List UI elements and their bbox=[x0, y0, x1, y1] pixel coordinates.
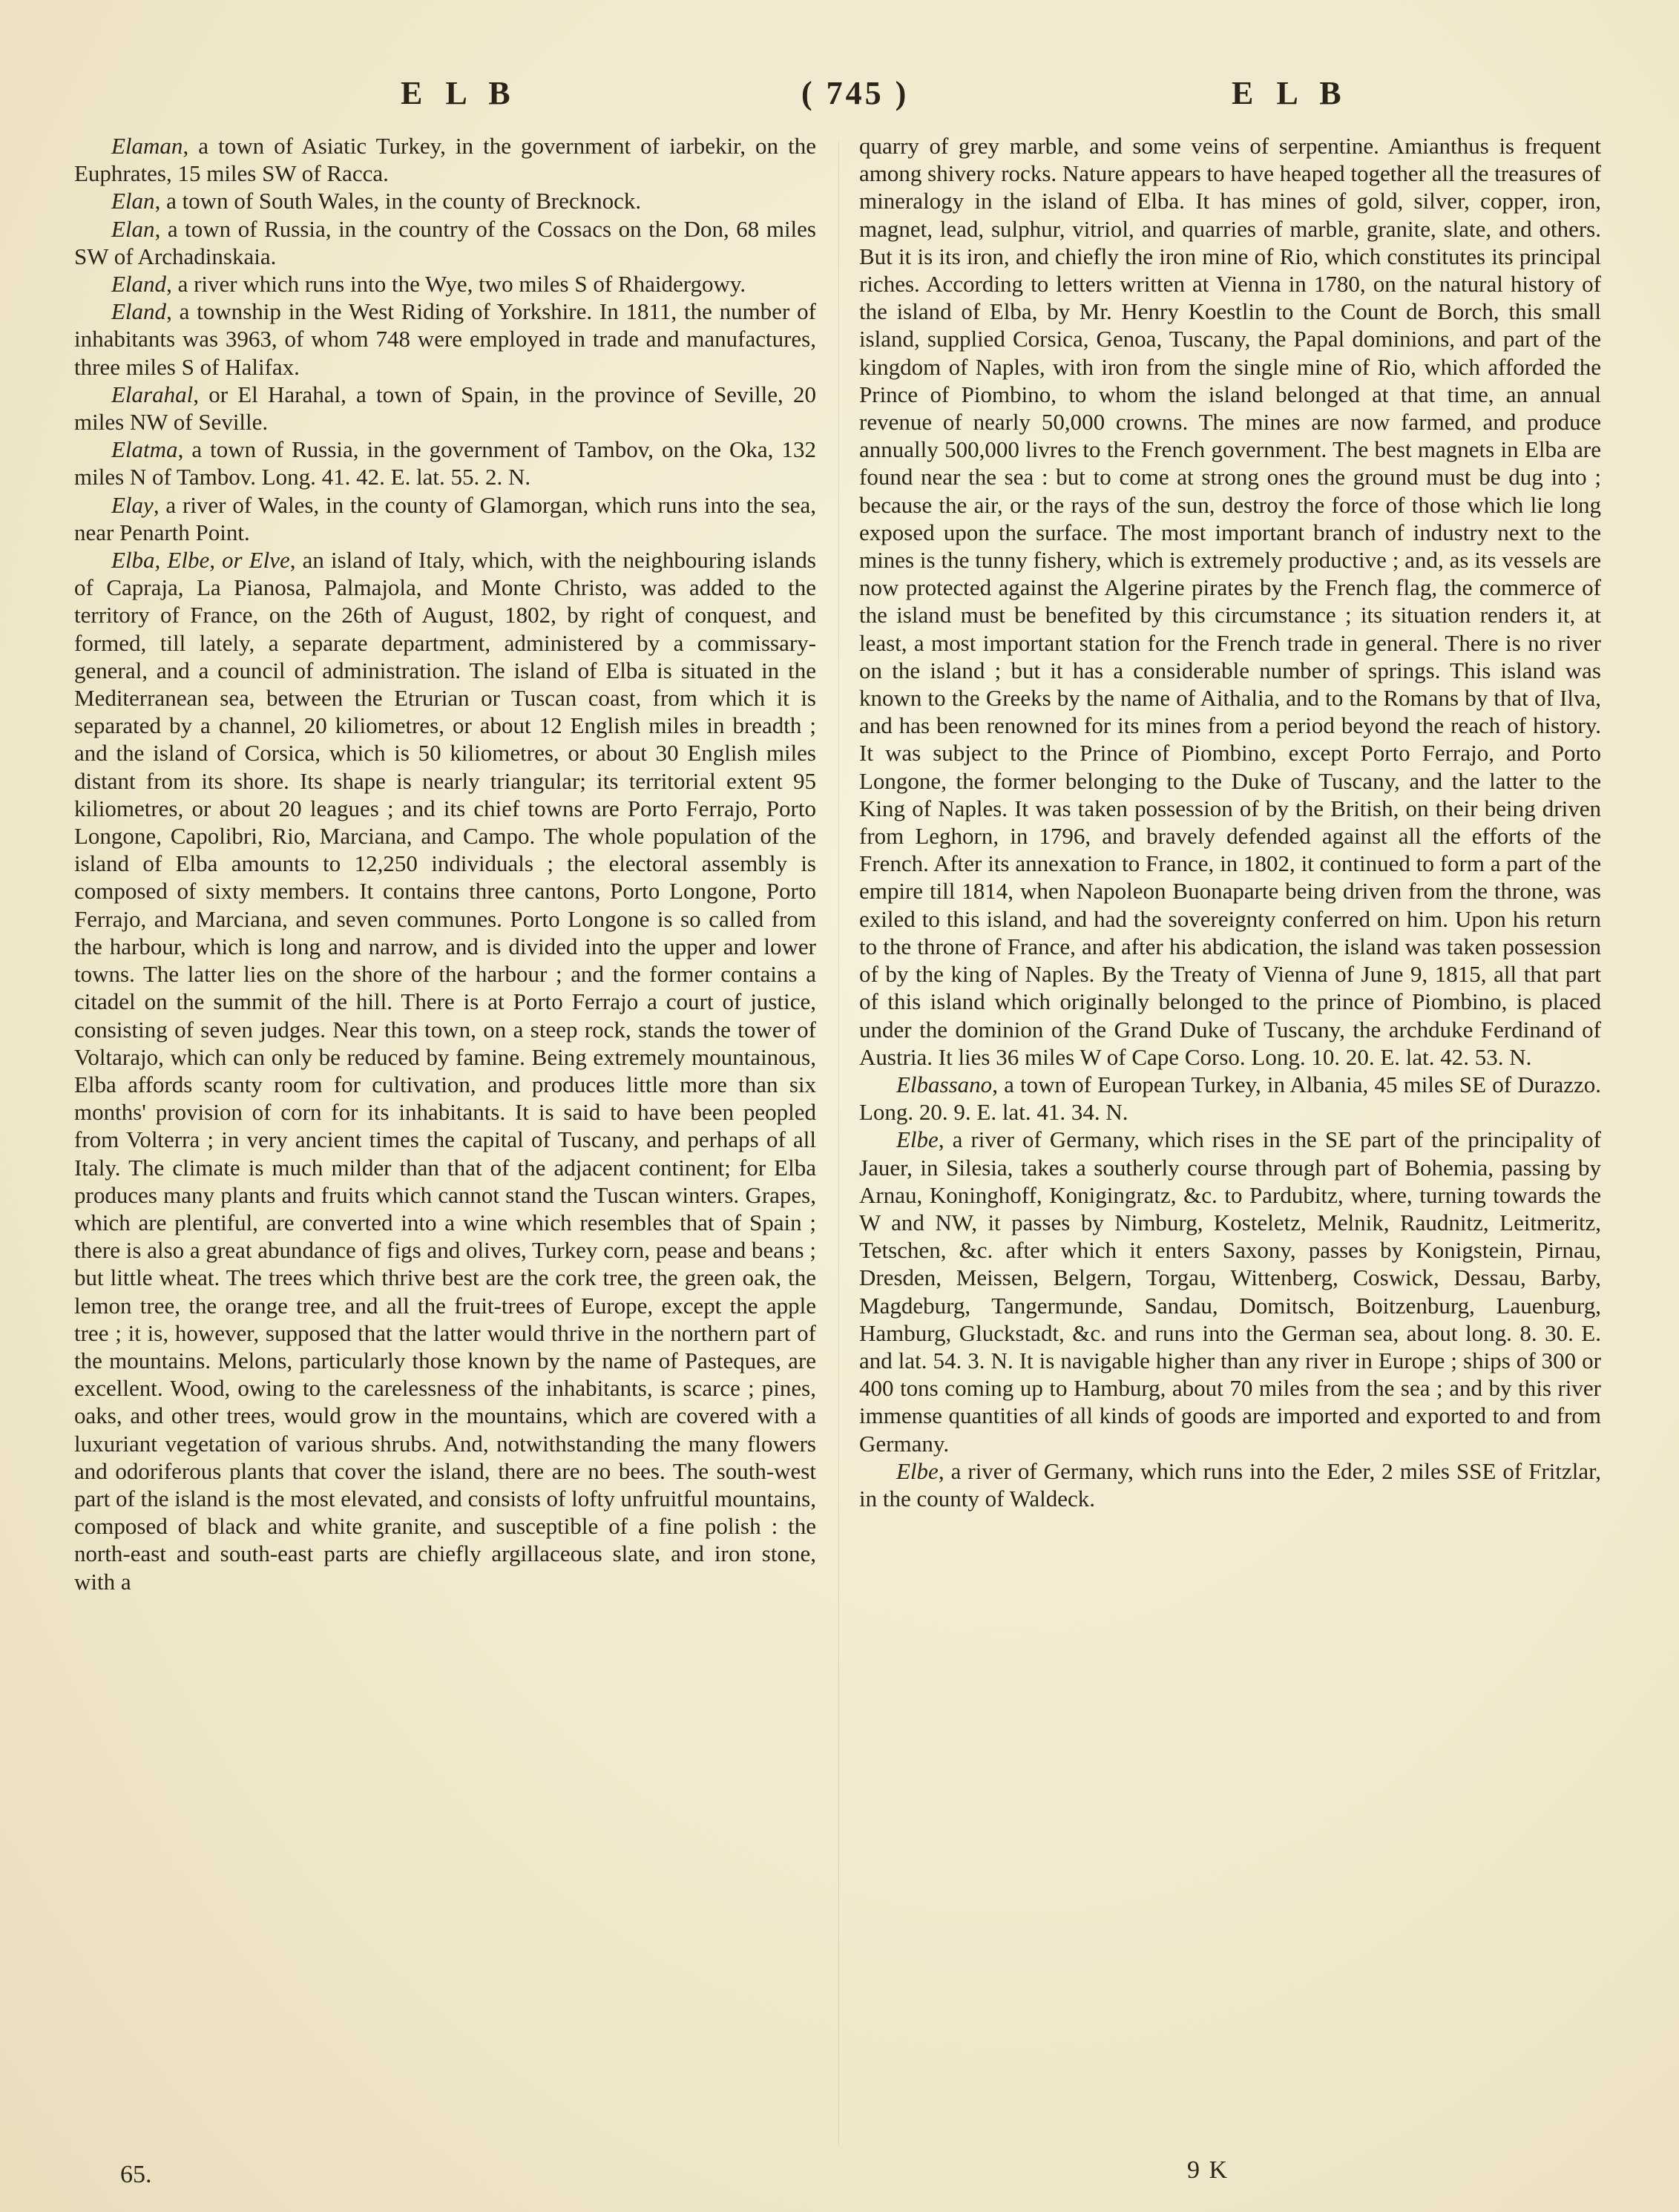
entry-headword: Elay bbox=[111, 491, 154, 518]
column-gutter bbox=[838, 141, 839, 2144]
entry-text: , a river of Germany, which rises in the SE part of the principality of Jauer, in Silesia, takes a southerly course through part of Bohemia, passing by Arnau, Koninghoff, Konigingratz, &c. to Pardubitz, where, turning towards the W and NW, it passes by Nimburg, Kosteletz, Melnik, Raudnitz, Leitmeritz, Tetschen, &c. after which it enters Saxony, passes by Konigstein, Pirnau, Dresden, Meissen, Belgern, Torgau, Wittenberg, Coswick, Dessau, Barby, Magdeburg, Tangermunde, Sandau, Domitsch, Boitzenburg, Lauenburg, Hamburg, Gluckstadt, &c. and runs into the German sea, about long. 8. 30. E. and lat. 54. 3. N. It is navigable higher than any river in Europe ; ships of 300 or 400 tons coming up to Hamburg, about 70 miles from the sea ; and by this river immense quantities of all kinds of goods are imported and exported to and from Germany. bbox=[859, 1126, 1601, 1457]
entry-text: , a township in the West Riding of Yorkshire. In 1811, the number of inhabitants was 3963, of whom 748 were employed in trade and manufactures, three miles S of Halifax. bbox=[74, 298, 816, 380]
entry bbox=[859, 1071, 1601, 1126]
entry bbox=[74, 298, 816, 381]
header-right: E L B bbox=[1232, 75, 1349, 111]
entry bbox=[74, 381, 816, 436]
entry-text: , a town of Asiatic Turkey, in the government of iarbekir, on the Euphrates, 15 miles SW of Racca. bbox=[74, 133, 816, 187]
entry-headword: Elbe bbox=[896, 1126, 939, 1153]
entry-headword: Elatma bbox=[111, 436, 178, 463]
entry-headword: Elaman bbox=[111, 133, 183, 159]
header-left: E L B bbox=[401, 75, 518, 111]
entry-headword: Elba, Elbe, or Elve bbox=[111, 547, 290, 574]
entry-text: , a river of Wales, in the county of Glamorgan, which runs into the sea, near Penarth Point. bbox=[74, 491, 816, 545]
entry bbox=[74, 491, 816, 546]
entry-text: , a town of South Wales, in the county of Brecknock. bbox=[154, 188, 642, 214]
entry-text: , or El Harahal, a town of Spain, in the province of Seville, 20 miles NW of Seville. bbox=[74, 381, 816, 436]
entry-headword: Elarahal bbox=[111, 381, 194, 407]
entry-headword: Elbassano bbox=[896, 1071, 993, 1097]
entry-text: , a town of European Turkey, in Albania, 45 miles SE of Durazzo. Long. 20. 9. E. lat. 41. 34. N. bbox=[859, 1071, 1601, 1126]
entry bbox=[74, 215, 816, 270]
right-column bbox=[859, 132, 1601, 1512]
entry-text: , a river of Germany, which runs into the Eder, 2 miles SSE of Fritzlar, in the county of Waldeck. bbox=[859, 1457, 1601, 1512]
entry-headword: Elan bbox=[111, 188, 155, 214]
entry-headword: Eland bbox=[111, 271, 167, 298]
entry bbox=[74, 436, 816, 490]
entry-headword: Elbe bbox=[896, 1457, 939, 1484]
entry bbox=[74, 132, 816, 187]
entry-headword: Eland bbox=[111, 298, 167, 325]
left-column bbox=[74, 132, 816, 1595]
entry-headword: Elan bbox=[111, 215, 155, 242]
entry bbox=[859, 1457, 1601, 1512]
entry-text: , an island of Italy, which, with the neighbouring islands of Capraja, La Pianosa, Palmajola, and Monte Christo, was added to the territory of France, on the 26th of August, 1802, by right of conquest, and formed, till lately, a separate department, administered by a commissary-general, and a council of administration. The island of Elba is situated in the Mediterranean sea, between the Etrurian or Tuscan coast, from which it is separated by a channel, 20 kiliometres, or about 12 English miles in breadth ; and the island of Corsica, which is 50 kiliometres, or about 30 English miles distant from its shore. Its shape is nearly triangular; its territorial extent 95 kiliometres, or about 20 leagues ; and its chief towns are Porto Ferrajo, Porto Longone, Capolibri, Rio, Marciana, and Campo. The whole population of the island of Elba amounts to 12,250 individuals ; the electoral assembly is composed of sixty members. It contains three cantons, Porto Longone, Porto Ferrajo, and Marciana, and seven communes. Porto Longone is so called from the harbour, which is long and narrow, and is divided into the upper and lower towns. The latter lies on the shore of the harbour ; and the former contains a citadel on the summit of the hill. There is at Porto Ferrajo a court of justice, consisting of seven judges. Near this town, on a steep rock, stands the tower of Voltarajo, which can only be reduced by famine. Being extremely mountainous, Elba affords scanty room for cultivation, and produces little more than six months' provision of corn for its inhabitants. It is said to have been peopled from Volterra ; in very ancient times the capital of Tuscany, and perhaps of all Italy. The climate is much milder than that of the adjacent continent; for Elba produces many plants and fruits which cannot stand the Tuscan winters. Grapes, which are plentiful, are converted into a wine which resembles that of Spain ; there is also a great abundance of figs and olives, Turkey corn, pease and beans ; but little wheat. The trees which thrive best are the cork tree, the green oak, the lemon tree, the orange tree, and all the fruit-trees of Europe, except the apple tree ; it is, however, supposed that the latter would thrive in the northern part of the mountains. Melons, particularly those known by the name of Pasteques, are excellent. Wood, owing to the carelessness of the inhabitants, is scarce ; pines, oaks, and other trees, would grow in the mountains, which are covered with a luxuriant vegetation of various shrubs. And, notwithstanding the many flowers and odoriferous plants that cover the island, there are no bees. The south-west part of the island is the most elevated, and consists of lofty unfruitful mountains, composed of black and white granite, and susceptible of a fine polish : the north-east and south-east parts are chiefly argillaceous slate, and iron stone, with a bbox=[74, 547, 816, 1595]
entry bbox=[859, 1126, 1601, 1457]
entry bbox=[74, 187, 816, 214]
entry bbox=[74, 546, 816, 1595]
signature-mark-left: 65. bbox=[120, 2161, 152, 2188]
entry bbox=[74, 270, 816, 298]
entry bbox=[859, 132, 1601, 1071]
entry-text: , a town of Russia, in the government of Tambov, on the Oka, 132 miles N of Tambov. Long. 41. 42. E. lat. 55. 2. N. bbox=[74, 436, 816, 490]
signature-mark-right: 9 K bbox=[1187, 2156, 1229, 2184]
entry-text: , a town of Russia, in the country of the Cossacs on the Don, 68 miles SW of Archadinskaia. bbox=[74, 215, 816, 269]
entry-text: , a river which runs into the Wye, two miles S of Rhaidergowy. bbox=[166, 271, 746, 298]
page-number: ( 745 ) bbox=[801, 75, 910, 111]
entry-text: quarry of grey marble, and some veins of serpentine. Amianthus is frequent among shivery rocks. Nature appears to have heaped together all the treasures of mineralogy in the island of Elba. It has mines of gold, silver, copper, iron, magnet, lead, sulphur, vitriol, and quarries of marble, granite, slate, and others. But it is its iron, and chiefly the iron mine of Rio, which constitutes its principal riches. According to letters written at Vienna in 1780, on the natural history of the island of Elba, by Mr. Henry Koestlin to the Count de Borch, this small island, supplied Corsica, Genoa, Tuscany, the Papal dominions, and part of the kingdom of Naples, with iron from the single mine of Rio, which afforded the Prince of Piombino, to whom the island belonged at that time, an annual revenue of nearly 50,000 crowns. The mines are now farmed, and produce annually 500,000 livres to the French government. The best magnets in Elba are found near the sea : but to come at strong ones the ground must be dug into ; because the air, or the rays of the sun, destroy the force of those which lie long exposed upon the surface. The most important branch of industry next to the mines is the tunny fishery, which is extremely productive ; and, as its vessels are now protected against the Algerine pirates by the French flag, the commerce of the island must be benefited by this circumstance ; its situation renders it, at least, a most important station for the French trade in general. There is no river on the island ; but it has a considerable number of springs. This island was known to the Greeks by the name of Aithalia, and to the Romans by that of Ilva, and has been renowned for its mines from a period beyond the reach of history. It was subject to the Prince of Piombino, except Porto Ferrajo, and Porto Longone, the former belonging to the Duke of Tuscany, and the latter to the King of Naples. It was taken possession of by the British, on their being driven from Leghorn, in 1796, and bravely defended against all the efforts of the French. After its annexation to France, in 1802, it continued to form a part of the empire till 1814, when Napoleon Buonaparte being driven from the throne, was exiled to this island, and had the sovereignty conferred on him. Upon his return to the throne of France, and after his abdication, the island was taken possession of by the king of Naples. By the Treaty of Vienna of June 9, 1815, all that part of this island which originally belonged to the prince of Piombino, is placed under the dominion of the Grand Duke of Tuscany, the archduke Ferdinand of Austria. It lies 36 miles W of Cape Corso. Long. 10. 20. E. lat. 42. 53. N. bbox=[859, 133, 1601, 1070]
running-header bbox=[0, 74, 1679, 126]
